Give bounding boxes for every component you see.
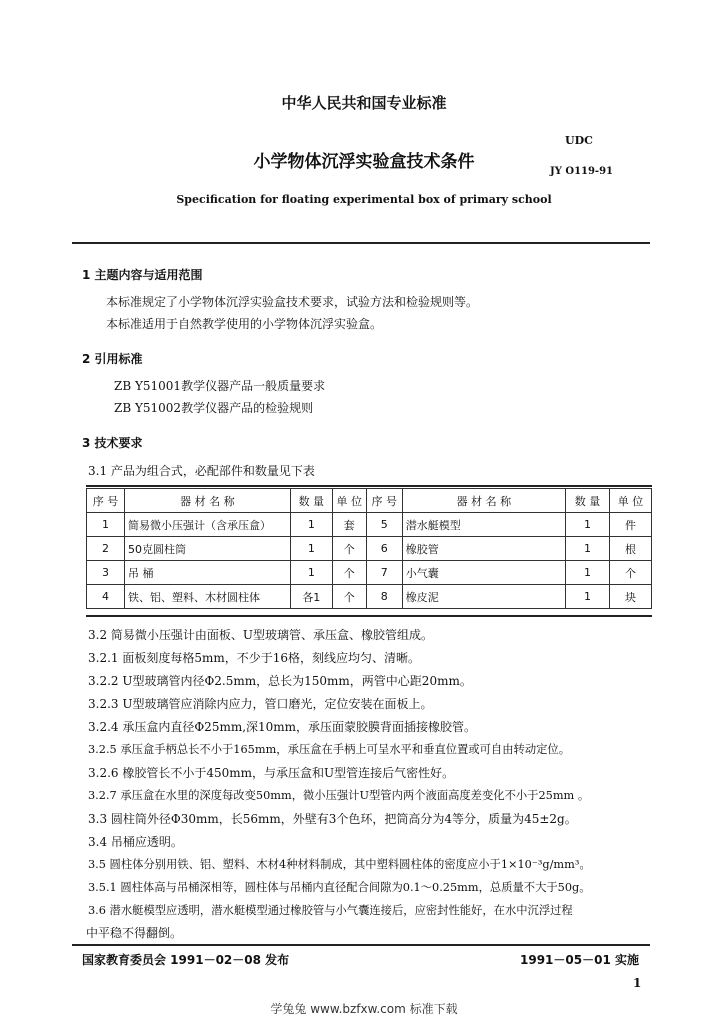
cell-quantity: 1 <box>566 513 610 537</box>
header-seq: 序 号 <box>366 489 402 513</box>
cell-seq: 2 <box>87 537 125 561</box>
cell-quantity: 各1 <box>290 585 332 609</box>
clause-3-2-4: 3.2.4 承压盒内直径Φ25mm,深10mm，承压面蒙胶膜背面插接橡胶管。 <box>88 720 477 734</box>
cell-seq: 1 <box>87 513 125 537</box>
table-top-rule <box>86 485 652 487</box>
reference-2: ZB Y51002教学仪器产品的检验规则 <box>114 401 314 415</box>
cell-unit: 块 <box>610 585 652 609</box>
table-row <box>87 585 652 609</box>
cell-item-name: 小气囊 <box>402 561 565 585</box>
cell-unit: 个 <box>332 537 366 561</box>
cell-item-name: 铁、铝、塑料、木材圆柱体 <box>124 585 290 609</box>
table-row <box>87 513 652 537</box>
document-title: 小学物体沉浮实验盒技术条件 <box>253 152 475 172</box>
clause-3-5-1: 3.5.1 圆柱体高与吊桶深相等，圆柱体与吊桶内直径配合间隙为0.1～0.25mm，总质量不大于50g。 <box>88 881 591 894</box>
english-title: Specification for floating experimental box of primary school <box>176 193 552 206</box>
cell-seq: 8 <box>366 585 402 609</box>
footer-divider <box>72 944 650 946</box>
clause-3-2-6: 3.2.6 橡胶管长不小于450mm，与承压盒和U型管连接后气密性好。 <box>88 766 455 780</box>
effective-date-line: 1991－05－01 实施 <box>520 953 639 967</box>
cell-seq: 3 <box>87 561 125 585</box>
cell-quantity: 1 <box>566 537 610 561</box>
cell-seq: 6 <box>366 537 402 561</box>
cell-item-name: 50克圆柱筒 <box>124 537 290 561</box>
clause-3-2: 3.2 简易微小压强计由面板、U型玻璃管、承压盒、橡胶管组成。 <box>88 628 434 642</box>
clause-3-2-1: 3.2.1 面板刻度每格5mm，不少于16格，刻线应均匀、清晰。 <box>88 651 421 665</box>
cell-seq: 4 <box>87 585 125 609</box>
cell-quantity: 1 <box>566 561 610 585</box>
reference-1: ZB Y51001教学仪器产品一般质量要求 <box>114 379 326 393</box>
clause-3-2-7: 3.2.7 承压盒在水里的深度每改变50mm，微小压强计U型管内两个液面高度差变化不小于25mm 。 <box>88 789 590 802</box>
cell-item-name: 橡胶管 <box>402 537 565 561</box>
header-seq: 序 号 <box>87 489 125 513</box>
cell-quantity: 1 <box>290 537 332 561</box>
section-1-heading: 1 主题内容与适用范围 <box>82 268 203 282</box>
cell-unit: 个 <box>610 561 652 585</box>
table-header-row <box>87 489 652 513</box>
standard-code: JY O119-91 <box>550 166 614 177</box>
header-quantity: 数 量 <box>290 489 332 513</box>
cell-unit: 根 <box>610 537 652 561</box>
cell-quantity: 1 <box>566 585 610 609</box>
header-item-name: 器 材 名 称 <box>402 489 565 513</box>
header-unit: 单 位 <box>332 489 366 513</box>
clause-3-2-3: 3.2.3 U型玻璃管应消除内应力，管口磨光，定位安装在面板上。 <box>88 697 433 711</box>
cell-item-name: 潜水艇模型 <box>402 513 565 537</box>
clause-3-2-5: 3.2.5 承压盒手柄总长不小于165mm，承压盒在手柄上可呈水平和垂直位置或可自由转动定位。 <box>88 743 571 756</box>
cell-seq: 7 <box>366 561 402 585</box>
table-row <box>87 537 652 561</box>
header-divider <box>72 242 650 244</box>
parts-table <box>86 488 652 609</box>
watermark-text: 学兔兔 www.bzfxw.com 标准下载 <box>270 1002 458 1016</box>
header-quantity: 数 量 <box>566 489 610 513</box>
cell-item-name: 简易微小压强计（含承压盒） <box>124 513 290 537</box>
cell-unit: 个 <box>332 561 366 585</box>
table-row <box>87 561 652 585</box>
table-intro: 3.1 产品为组合式，必配部件和数量见下表 <box>88 464 315 478</box>
section-3-heading: 3 技术要求 <box>82 436 143 450</box>
cell-quantity: 1 <box>290 513 332 537</box>
cell-quantity: 1 <box>290 561 332 585</box>
clause-3-4: 3.4 吊桶应透明。 <box>88 835 183 849</box>
cell-item-name: 吊 桶 <box>124 561 290 585</box>
page-number: 1 <box>633 976 642 990</box>
section-1-text-1: 本标准规定了小学物体沉浮实验盒技术要求，试验方法和检验规则等。 <box>106 295 479 309</box>
clause-3-5: 3.5 圆柱体分别用铁、铝、塑料、木材4种材料制成，其中塑料圆柱体的密度应小于1×10⁻³g/mm³。 <box>88 858 591 871</box>
section-1-text-2: 本标准适用于自然教学使用的小学物体沉浮实验盒。 <box>106 317 383 331</box>
issuer-line: 国家教育委员会 1991－02－08 发布 <box>82 953 290 967</box>
clause-3-3: 3.3 圆柱筒外径Φ30mm，长56mm，外壁有3个色环，把筒高分为4等分，质量为45±2g。 <box>88 812 577 826</box>
cell-item-name: 橡皮泥 <box>402 585 565 609</box>
clause-3-6-continued: 中平稳不得翻倒。 <box>86 926 183 940</box>
clause-3-2-2: 3.2.2 U型玻璃管内径Φ2.5mm，总长为150mm，两管中心距20mm。 <box>88 674 472 688</box>
header-item-name: 器 材 名 称 <box>124 489 290 513</box>
cell-unit: 件 <box>610 513 652 537</box>
section-2-heading: 2 引用标准 <box>82 352 143 366</box>
cell-unit: 套 <box>332 513 366 537</box>
cell-seq: 5 <box>366 513 402 537</box>
table-bottom-rule <box>86 615 652 617</box>
standard-org: 中华人民共和国专业标准 <box>281 94 447 112</box>
cell-unit: 个 <box>332 585 366 609</box>
clause-3-6: 3.6 潜水艇模型应透明，潜水艇模型通过橡胶管与小气囊连接后，应密封性能好，在水中沉浮过程 <box>88 904 573 917</box>
udc-label: UDC <box>565 134 593 147</box>
header-unit: 单 位 <box>610 489 652 513</box>
